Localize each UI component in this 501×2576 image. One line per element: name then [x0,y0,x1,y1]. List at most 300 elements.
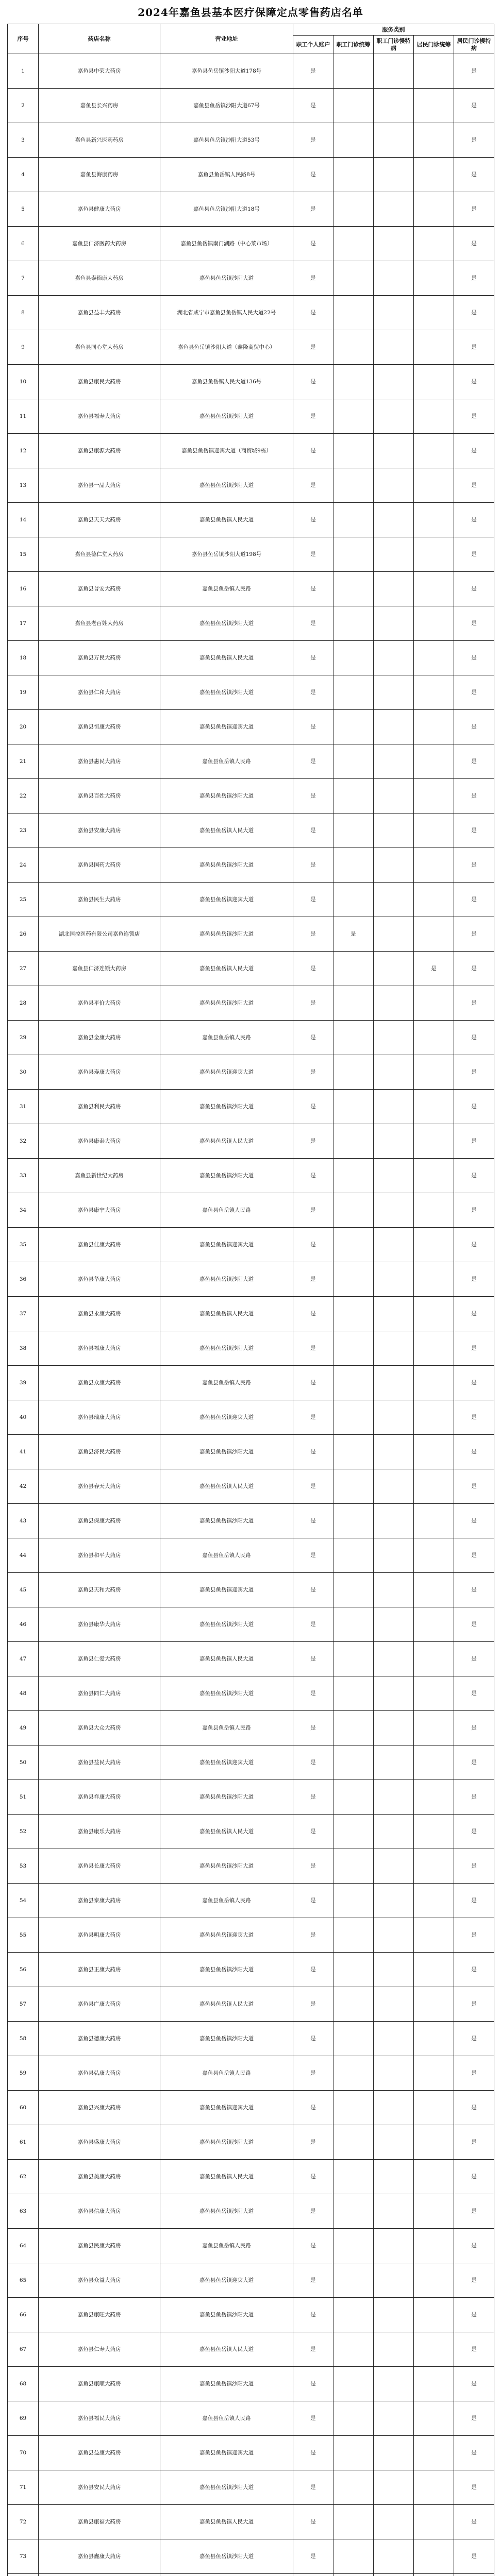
pharmacy-address: 嘉鱼县鱼岳镇人民大道136号 [160,365,293,399]
service-cell: 是 [293,1780,333,1815]
service-cell [374,1642,414,1676]
service-cell [374,1711,414,1745]
row-number: 23 [8,814,39,848]
table-row [8,2194,494,2229]
row-number: 9 [8,330,39,365]
pharmacy-name: 嘉鱼县益康大药房 [39,2436,160,2470]
pharmacy-address: 嘉鱼县鱼岳镇人民大道 [160,641,293,675]
table-row [8,54,494,89]
service-cell [333,744,374,779]
service-cell [333,779,374,814]
service-cell: 是 [454,365,494,399]
service-cell [374,744,414,779]
pharmacy-address: 嘉鱼县鱼岳镇人民大道 [160,2332,293,2367]
pharmacy-name: 嘉鱼县安康大药房 [39,814,160,848]
service-cell: 是 [293,54,333,89]
row-number: 44 [8,1538,39,1573]
row-number: 54 [8,1884,39,1918]
service-cell: 是 [293,1400,333,1435]
pharmacy-address: 嘉鱼县鱼岳镇人民大道 [160,1642,293,1676]
service-cell [374,1884,414,1918]
pharmacy-name: 嘉鱼县康顺大药房 [39,2367,160,2401]
service-cell [374,779,414,814]
pharmacy-name: 嘉鱼县天和大药房 [39,1573,160,1607]
service-cell [414,1745,454,1780]
table-row [8,1021,494,1055]
pharmacy-address: 嘉鱼县鱼岳镇沙阳大道67号 [160,89,293,123]
pharmacy-address: 嘉鱼县鱼岳镇人民大道 [160,503,293,537]
row-number: 71 [8,2470,39,2505]
service-cell: 是 [293,537,333,572]
service-cell: 是 [454,1607,494,1642]
table-row [8,710,494,744]
service-cell [374,1504,414,1538]
header-no: 序号 [8,24,39,54]
service-cell: 是 [293,2539,333,2574]
row-number: 49 [8,1711,39,1745]
row-number: 59 [8,2056,39,2091]
pharmacy-address: 嘉鱼县鱼岳镇沙阳大道 [160,1504,293,1538]
service-cell [374,1745,414,1780]
service-cell [333,399,374,434]
row-number: 6 [8,227,39,261]
pharmacy-address: 嘉鱼县鱼岳镇沙阳大道 [160,2367,293,2401]
service-cell: 是 [454,986,494,1021]
service-cell: 是 [454,89,494,123]
header-service: 居民门诊慢特病 [454,36,494,54]
row-number: 40 [8,1400,39,1435]
row-number: 25 [8,883,39,917]
service-cell: 是 [293,2298,333,2332]
service-cell [374,1297,414,1331]
row-number: 41 [8,1435,39,1469]
pharmacy-address: 嘉鱼县鱼岳镇人民路 [160,2056,293,2091]
service-cell: 是 [454,537,494,572]
pharmacy-name: 嘉鱼县康旺大药房 [39,2298,160,2332]
service-cell [414,1469,454,1504]
pharmacy-name: 嘉鱼县益民大药房 [39,1745,160,1780]
pharmacy-name: 嘉鱼县仁和大药房 [39,675,160,710]
table-row [8,814,494,848]
table-row [8,2229,494,2263]
service-cell: 是 [293,641,333,675]
row-number: 57 [8,1987,39,2022]
service-cell: 是 [293,1021,333,1055]
service-cell: 是 [293,1504,333,1538]
header-service: 职工门诊慢特病 [374,36,414,54]
service-cell [333,2367,374,2401]
pharmacy-address: 嘉鱼县鱼岳镇人民路 [160,1884,293,1918]
service-cell [374,227,414,261]
service-cell: 是 [293,1159,333,1193]
pharmacy-name: 嘉鱼县惠民大药房 [39,744,160,779]
row-number: 7 [8,261,39,296]
service-cell [333,2574,374,2576]
pharmacy-address: 嘉鱼县鱼岳镇人民路 [160,1366,293,1400]
service-cell [414,710,454,744]
service-cell [374,158,414,192]
service-cell [374,1607,414,1642]
service-cell: 是 [454,2125,494,2160]
pharmacy-name: 嘉鱼县民康大药房 [39,2229,160,2263]
service-cell: 是 [293,1676,333,1711]
table-body [8,54,494,2576]
service-cell [333,537,374,572]
service-cell [374,89,414,123]
pharmacy-name: 嘉鱼县国药大药房 [39,848,160,883]
service-cell: 是 [293,1711,333,1745]
service-cell [333,986,374,1021]
table-row [8,1918,494,1953]
service-cell [414,1918,454,1953]
pharmacy-name: 嘉鱼县信康大药房 [39,2194,160,2229]
service-cell [374,848,414,883]
service-cell: 是 [293,468,333,503]
row-number: 18 [8,641,39,675]
pharmacy-address: 嘉鱼县鱼岳镇人民路 [160,572,293,606]
service-cell [414,1607,454,1642]
pharmacy-address: 嘉鱼县鱼岳镇人民路 [160,1538,293,1573]
service-cell [414,468,454,503]
row-number: 31 [8,1090,39,1124]
service-cell [414,296,454,330]
pharmacy-name: 嘉鱼县华康大药房 [39,1262,160,1297]
table-row [8,1573,494,1607]
service-cell [414,1780,454,1815]
service-cell [374,2505,414,2539]
pharmacy-address: 嘉鱼县鱼岳镇沙阳大道 [160,2539,293,2574]
service-cell [374,675,414,710]
service-cell: 是 [454,192,494,227]
service-cell [333,227,374,261]
table-row [8,1642,494,1676]
row-number: 3 [8,123,39,158]
pharmacy-name: 嘉鱼县新世纪大药房 [39,1159,160,1193]
service-cell [374,1676,414,1711]
service-cell [414,814,454,848]
service-cell: 是 [454,1884,494,1918]
pharmacy-name: 嘉鱼县鑫康大药房 [39,2539,160,2574]
service-cell [333,1849,374,1884]
pharmacy-name: 嘉鱼县康华大药房 [39,1607,160,1642]
table-row [8,365,494,399]
service-cell: 是 [293,2332,333,2367]
service-cell: 是 [454,1262,494,1297]
service-cell [333,2332,374,2367]
row-number: 36 [8,1262,39,1297]
table-row [8,537,494,572]
service-cell: 是 [454,158,494,192]
table-row [8,1228,494,1262]
service-cell [414,2574,454,2576]
table-row [8,468,494,503]
table-row [8,1366,494,1400]
service-cell [454,2574,494,2576]
row-number: 68 [8,2367,39,2401]
service-cell [374,1953,414,1987]
pharmacy-address: 嘉鱼县鱼岳镇沙阳大道 [160,917,293,952]
service-cell [333,2401,374,2436]
service-cell: 是 [454,1780,494,1815]
service-cell [333,1435,374,1469]
service-cell [414,1953,454,1987]
service-cell: 是 [293,814,333,848]
pharmacy-address: 嘉鱼县鱼岳镇迎宾大道 [160,2091,293,2125]
service-cell [374,917,414,952]
pharmacy-name: 嘉鱼县正康大药房 [39,1953,160,1987]
service-cell [374,1918,414,1953]
service-cell: 是 [293,399,333,434]
service-cell [414,848,454,883]
service-cell [374,399,414,434]
service-cell [333,468,374,503]
pharmacy-name: 嘉鱼县同心堂大药房 [39,330,160,365]
row-number: 26 [8,917,39,952]
pharmacy-name: 嘉鱼县老百姓大药房 [39,606,160,641]
table-row [8,1884,494,1918]
pharmacy-address: 嘉鱼县鱼岳镇人民大道 [160,814,293,848]
row-number: 46 [8,1607,39,1642]
table-row [8,2022,494,2056]
service-cell: 是 [293,1987,333,2022]
service-cell [414,1504,454,1538]
pharmacy-name: 嘉鱼县健康大药房 [39,192,160,227]
row-number: 29 [8,1021,39,1055]
pharmacy-name: 嘉鱼县德仁堂大药房 [39,537,160,572]
table-row [8,1469,494,1504]
pharmacy-name: 嘉鱼县众益大药房 [39,2263,160,2298]
service-cell: 是 [293,2436,333,2470]
service-cell: 是 [454,2367,494,2401]
service-cell: 是 [454,2401,494,2436]
pharmacy-address: 嘉鱼县鱼岳镇沙阳大道178号 [160,54,293,89]
service-cell: 是 [454,1021,494,1055]
service-cell [414,1055,454,1090]
service-cell: 是 [454,2056,494,2091]
service-cell [333,2125,374,2160]
pharmacy-name: 嘉鱼县春天大药房 [39,1469,160,1504]
table-row [8,2091,494,2125]
table-row [8,227,494,261]
pharmacy-address [160,2574,293,2576]
table-row [8,2056,494,2091]
row-number: 22 [8,779,39,814]
service-cell [414,1573,454,1607]
pharmacy-address: 嘉鱼县鱼岳镇迎宾大道 [160,2263,293,2298]
service-cell [333,1953,374,1987]
table-row [8,2160,494,2194]
service-cell: 是 [454,606,494,641]
service-cell [333,2298,374,2332]
service-cell [414,2160,454,2194]
service-cell: 是 [454,2091,494,2125]
service-cell [414,1090,454,1124]
service-cell [374,2194,414,2229]
row-number: 43 [8,1504,39,1538]
pharmacy-address: 嘉鱼县鱼岳镇沙阳大道 [160,1780,293,1815]
table-row [8,675,494,710]
service-cell [374,883,414,917]
service-cell: 是 [293,1090,333,1124]
pharmacy-address: 嘉鱼县鱼岳镇迎宾大道（商贸城9栋） [160,434,293,468]
service-cell [414,641,454,675]
row-number: 12 [8,434,39,468]
table-row [8,986,494,1021]
table-row [8,952,494,986]
service-cell: 是 [293,744,333,779]
pharmacy-name: 嘉鱼县康福大药房 [39,2505,160,2539]
header-service: 职工门诊统筹 [333,36,374,54]
service-cell [333,1366,374,1400]
service-cell: 是 [454,2539,494,2574]
service-cell: 是 [454,2436,494,2470]
service-cell: 是 [454,503,494,537]
service-cell: 是 [293,1366,333,1400]
service-cell [414,1331,454,1366]
pharmacy-address: 嘉鱼县鱼岳镇沙阳大道 [160,2298,293,2332]
service-cell [374,2091,414,2125]
service-cell [374,2229,414,2263]
row-number: 34 [8,1193,39,1228]
table-row [8,606,494,641]
service-cell [374,2022,414,2056]
pharmacy-name: 嘉鱼县恒康大药房 [39,710,160,744]
service-cell [374,54,414,89]
table-row [8,1504,494,1538]
service-cell [333,2436,374,2470]
service-cell [414,2470,454,2505]
service-cell [333,123,374,158]
service-cell [414,606,454,641]
row-number: 69 [8,2401,39,2436]
pharmacy-address: 嘉鱼县鱼岳镇沙阳大道 [160,2194,293,2229]
table-row [8,2263,494,2298]
row-number: 13 [8,468,39,503]
service-cell [333,848,374,883]
table-row [8,330,494,365]
table-row [8,883,494,917]
service-cell [414,1642,454,1676]
service-cell [414,1849,454,1884]
pharmacy-name: 嘉鱼县长康大药房 [39,1849,160,1884]
service-cell [374,1849,414,1884]
pharmacy-address: 嘉鱼县鱼岳镇沙阳大道 [160,1953,293,1987]
service-cell: 是 [454,1090,494,1124]
service-cell [374,1159,414,1193]
service-cell [374,1469,414,1504]
service-cell [333,2056,374,2091]
row-number: 5 [8,192,39,227]
service-cell: 是 [293,2022,333,2056]
table-row [8,917,494,952]
pharmacy-address: 嘉鱼县鱼岳镇迎宾大道 [160,1228,293,1262]
service-cell: 是 [454,2505,494,2539]
pharmacy-address: 湖北省咸宁市嘉鱼县鱼岳镇人民大道22号 [160,296,293,330]
pharmacy-address: 嘉鱼县鱼岳镇沙阳大道 [160,1090,293,1124]
table-row [8,192,494,227]
row-number: 50 [8,1745,39,1780]
pharmacy-name: 嘉鱼县新兴医药药房 [39,123,160,158]
service-cell: 是 [454,468,494,503]
service-cell: 是 [454,123,494,158]
service-cell: 是 [454,1331,494,1366]
service-cell [414,1884,454,1918]
service-cell [374,2470,414,2505]
row-number: 67 [8,2332,39,2367]
pharmacy-name: 嘉鱼县福康大药房 [39,1331,160,1366]
service-cell: 是 [454,2470,494,2505]
pharmacy-address: 嘉鱼县鱼岳镇沙阳大道 [160,1331,293,1366]
service-cell: 是 [454,1573,494,1607]
row-number: 52 [8,1815,39,1849]
pharmacy-name: 嘉鱼县康宁大药房 [39,1193,160,1228]
row-number: 4 [8,158,39,192]
table-row [8,434,494,468]
service-cell [414,537,454,572]
service-cell [374,1573,414,1607]
pharmacy-address: 嘉鱼县鱼岳镇沙阳大道 [160,2470,293,2505]
service-cell: 是 [293,1745,333,1780]
service-cell [333,2160,374,2194]
service-cell [414,2539,454,2574]
pharmacy-address: 嘉鱼县鱼岳镇沙阳大道 [160,261,293,296]
row-number: 61 [8,2125,39,2160]
service-cell [414,2091,454,2125]
service-cell: 是 [454,744,494,779]
table-row [8,1435,494,1469]
table-row [8,1538,494,1573]
service-cell [333,710,374,744]
service-cell: 是 [293,123,333,158]
service-cell [374,434,414,468]
service-cell [374,606,414,641]
service-cell [374,537,414,572]
service-cell [333,1021,374,1055]
service-cell [333,1642,374,1676]
service-cell [414,675,454,710]
service-cell [333,2194,374,2229]
service-cell [414,192,454,227]
service-cell: 是 [454,227,494,261]
service-cell: 是 [293,2194,333,2229]
service-cell [414,503,454,537]
row-number: 51 [8,1780,39,1815]
pharmacy-address: 嘉鱼县鱼岳镇沙阳大道 [160,675,293,710]
service-cell: 是 [454,296,494,330]
row-number: 35 [8,1228,39,1262]
table-row [8,1124,494,1159]
service-cell [333,1331,374,1366]
pharmacy-name: 嘉鱼县中荣大药房 [39,54,160,89]
service-cell: 是 [454,1228,494,1262]
service-cell: 是 [454,1124,494,1159]
service-cell [414,1435,454,1469]
service-cell: 是 [454,54,494,89]
page-title: 2024年嘉鱼县基本医疗保障定点零售药店名单 [138,6,363,19]
service-cell: 是 [293,1469,333,1504]
service-cell [333,330,374,365]
pharmacy-address: 嘉鱼县鱼岳镇迎宾大道 [160,1745,293,1780]
service-cell: 是 [293,848,333,883]
service-cell [374,2160,414,2194]
service-cell [333,54,374,89]
service-cell [374,123,414,158]
service-cell [414,2263,454,2298]
pharmacy-name: 嘉鱼县福民大药房 [39,2401,160,2436]
header-name: 药店名称 [39,24,160,54]
pharmacy-address: 嘉鱼县鱼岳镇迎宾大道 [160,883,293,917]
row-number: 28 [8,986,39,1021]
